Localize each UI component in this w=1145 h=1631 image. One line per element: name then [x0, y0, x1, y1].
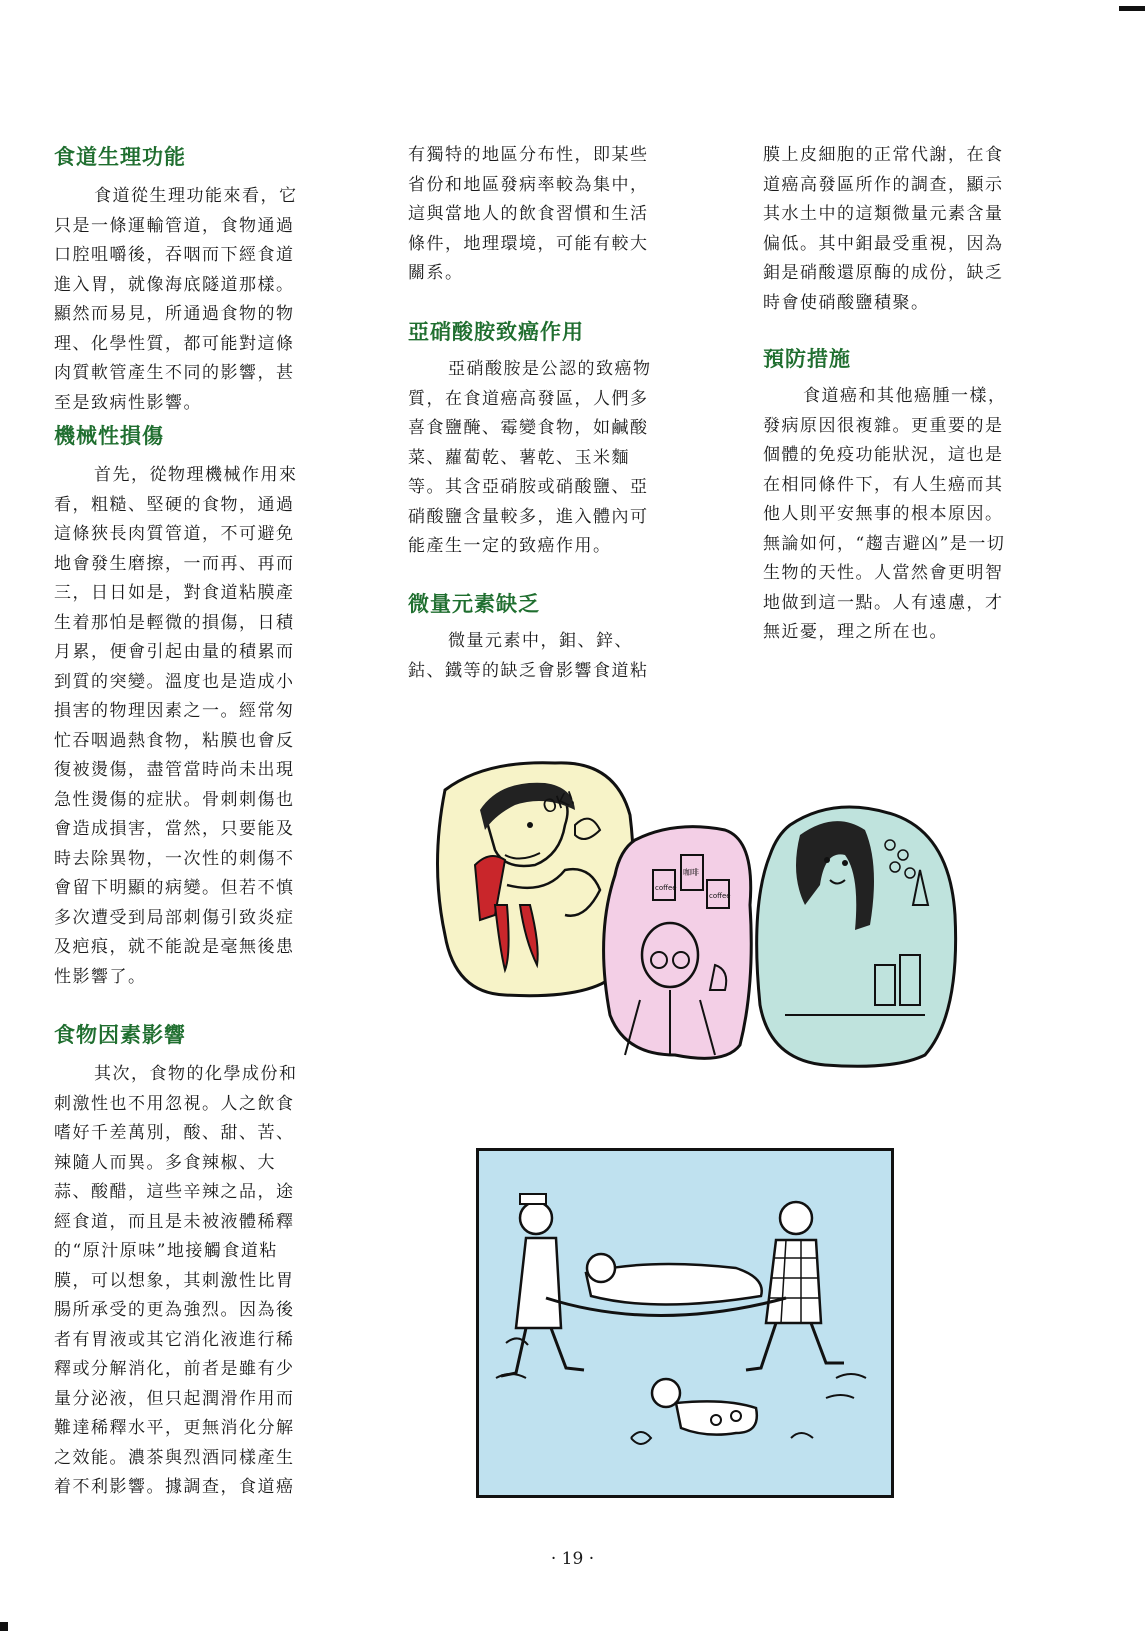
paragraph-line: 生着那怕是輕微的損傷，日積 [54, 612, 295, 633]
paragraph-line: 口腔咀嚼後，吞咽而下經食道 [54, 245, 295, 265]
paragraph-line: 着不利影響。據調查，食道癌 [54, 1477, 295, 1497]
paragraph-line: 到質的突變。溫度也是造成小 [54, 671, 295, 692]
cup-label: coffee [655, 884, 677, 892]
paragraph-line: 復被燙傷，盡管當時尚未出現 [54, 760, 295, 780]
paragraph-line: 偏低。其中鉬最受重視，因為 [763, 233, 1004, 254]
paragraph-line: 其水土中的這類微量元素含量 [763, 204, 1004, 224]
paragraph-line: 者有胃液或其它消化液進行稀 [54, 1329, 295, 1350]
bottom-cartoon [476, 1148, 894, 1498]
paragraph-line: 鈷、鐵等的缺乏會影響食道粘 [408, 660, 649, 681]
paragraph-line: 的“原汁原味”地接觸食道粘 [54, 1241, 278, 1261]
paragraph-line: 生物的天性。人當然會更明智 [763, 563, 1004, 583]
paragraph-line: 首先，從物理機械作用來 [94, 465, 298, 485]
paragraph-line: 食道從生理功能來看，它 [94, 186, 298, 206]
paragraph-line: 喜食鹽醃、霉變食物，如鹹酸 [408, 418, 649, 438]
paragraph-line: 看，粗糙、堅硬的食物，通過 [54, 494, 295, 515]
section-heading: 預防措施 [763, 347, 851, 371]
paragraph-line: 及疤痕，就不能說是毫無後患 [54, 937, 295, 957]
paragraph-line: 時會使硝酸鹽積聚。 [763, 292, 930, 313]
paragraph-line: 條件，地理環境，可能有較大 [408, 233, 649, 254]
section-heading: 機械性損傷 [54, 424, 164, 448]
paragraph-line: 蒜、酸醋，這些辛辣之品，途 [54, 1182, 295, 1202]
speech-bubble-text: OK! [539, 787, 579, 819]
scan-edge-mark [0, 1622, 8, 1631]
paragraph-line: 這條狹長肉質管道，不可避免 [54, 524, 295, 544]
paragraph-line: 膜上皮細胞的正常代謝，在食 [763, 145, 1004, 165]
cup-label: coffee [709, 892, 731, 900]
paragraph-line: 忙吞咽過熱食物，粘膜也會反 [54, 730, 295, 751]
paragraph-line: 辣隨人而異。多食辣椒、大 [54, 1152, 276, 1173]
paragraph-line: 時去除異物，一次性的刺傷不 [54, 848, 295, 869]
paragraph-line: 肉質軟管產生不同的影響，甚 [54, 363, 295, 383]
scan-edge-mark [1119, 6, 1145, 11]
section-heading: 食物因素影響 [54, 1023, 186, 1047]
paragraph-line: 其次，食物的化學成份和 [94, 1064, 298, 1084]
paragraph-line: 多次遭受到局部刺傷引致炎症 [54, 907, 295, 928]
paragraph-line: 鉬是硝酸還原酶的成份，缺乏 [763, 263, 1004, 283]
paragraph-line: 進入胃，就像海底隧道那樣。 [54, 274, 295, 295]
paragraph-line: 會造成損害，當然，只要能及 [54, 819, 295, 839]
paragraph-line: 硝酸鹽含量較多，進入體內可 [408, 506, 649, 527]
paragraph-line: 亞硝酸胺是公認的致癌物 [448, 359, 652, 379]
paragraph-line: 理、化學性質，都可能對這條 [54, 333, 295, 354]
top-cartoon [425, 755, 1000, 1125]
paragraph-line: 發病原因很複雜。更重要的是 [763, 415, 1004, 436]
paragraph-line: 顯然而易見，所通過食物的物 [54, 304, 295, 324]
paragraph-line: 腸所承受的更為強烈。因為後 [54, 1300, 295, 1320]
paragraph-line: 刺激性也不用忽視。人之飲食 [54, 1093, 295, 1114]
paragraph-line: 量分泌液，但只起潤滑作用而 [54, 1388, 295, 1409]
paragraph-line: 難達稀釋水平，更無消化分解 [54, 1418, 295, 1438]
section-heading: 微量元素缺乏 [408, 592, 540, 616]
paragraph-line: 道癌高發區所作的調查，顯示 [763, 174, 1004, 195]
paragraph-line: 急性燙傷的症狀。骨刺刺傷也 [54, 789, 295, 810]
paragraph-line: 質，在食道癌高發區，人們多 [408, 388, 649, 409]
paragraph-line: 膜，可以想象，其刺激性比胃 [54, 1270, 295, 1291]
page-number: · 19 · [550, 1549, 595, 1569]
paragraph-line: 這與當地人的飲食習慣和生活 [408, 204, 649, 224]
cup-label: 咖啡 [683, 868, 699, 877]
paragraph-line: 至是致病性影響。 [54, 392, 202, 413]
paragraph-line: 無論如何，“趨吉避凶”是一切 [763, 533, 1006, 554]
paragraph-line: 在相同條件下，有人生癌而其 [763, 474, 1004, 495]
paragraph-line: 食道癌和其他癌腫一樣， [803, 386, 1007, 406]
paragraph-line: 地會發生磨擦，一而再、再而 [54, 553, 295, 574]
paragraph-line: 地做到這一點。人有遠慮，才 [763, 592, 1004, 613]
paragraph-line: 會留下明顯的病變。但若不慎 [54, 878, 295, 898]
paragraph-line: 嗜好千差萬別，酸、甜、苦、 [54, 1123, 295, 1143]
paragraph-line: 釋或分解消化，前者是雖有少 [54, 1359, 295, 1379]
paragraph-line: 無近憂，理之所在也。 [763, 622, 948, 642]
paragraph-line: 菜、蘿蔔乾、薯乾、玉米麵 [408, 447, 630, 468]
paragraph-line: 經食道，而且是未被液體稀釋 [54, 1211, 295, 1232]
paragraph-line: 關系。 [408, 263, 464, 283]
paragraph-line: 微量元素中，鉬、鋅、 [448, 631, 633, 651]
section-heading: 食道生理功能 [54, 145, 186, 169]
paragraph-line: 月累，便會引起由量的積累而 [54, 642, 295, 662]
paragraph-line: 有獨特的地區分布性，即某些 [408, 145, 649, 165]
paragraph-line: 能產生一定的致癌作用。 [408, 536, 612, 556]
paragraph-line: 性影響了。 [54, 966, 147, 987]
section-heading: 亞硝酸胺致癌作用 [408, 320, 584, 344]
paragraph-line: 等。其含亞硝胺或硝酸鹽、亞 [408, 477, 649, 497]
paragraph-line: 三，日日如是，對食道粘膜產 [54, 583, 295, 603]
paragraph-line: 個體的免疫功能狀況，這也是 [763, 445, 1004, 465]
paragraph-line: 省份和地區發病率較為集中， [408, 174, 649, 195]
cartoon-panel-coffee-man [604, 827, 752, 1059]
paragraph-line: 他人則平安無事的根本原因。 [763, 504, 1004, 524]
paragraph-line: 損害的物理因素之一。經常匆 [54, 701, 295, 721]
paragraph-line: 只是一條運輸管道，食物通過 [54, 215, 295, 236]
paragraph-line: 之效能。濃茶與烈酒同樣產生 [54, 1447, 295, 1468]
